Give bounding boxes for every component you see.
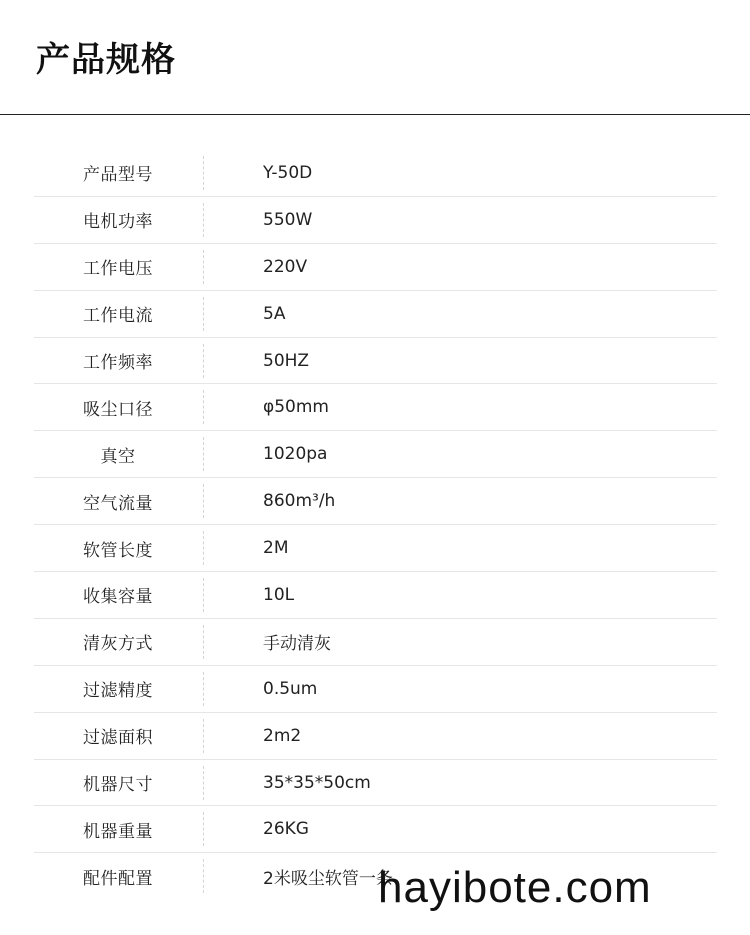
spec-label: 空气流量	[83, 493, 153, 514]
spec-value: 0.5um	[263, 678, 318, 699]
spec-row-motor-power	[34, 197, 717, 244]
spec-value: 2m2	[263, 725, 302, 746]
spec-value: 220V	[263, 256, 308, 277]
spec-label: 收集容量	[83, 587, 153, 608]
column-divider	[203, 812, 204, 846]
spec-value: 35*35*50cm	[263, 772, 371, 793]
spec-label: 电机功率	[83, 212, 153, 233]
spec-value: 50HZ	[263, 350, 310, 371]
spec-row-air-flow	[34, 478, 717, 525]
spec-label: 过滤面积	[83, 728, 153, 749]
spec-value: φ50mm	[263, 397, 329, 418]
column-divider	[203, 859, 204, 893]
spec-row-dimensions	[34, 760, 717, 807]
spec-label: 真空	[100, 446, 136, 467]
spec-label: 机器尺寸	[83, 775, 153, 796]
column-divider	[203, 625, 204, 659]
spec-value: 2米吸尘软管一条	[263, 869, 393, 890]
spec-label: 过滤精度	[83, 681, 153, 702]
column-divider	[203, 719, 204, 753]
spec-label: 产品型号	[83, 165, 153, 186]
spec-row-capacity	[34, 572, 717, 619]
spec-value: Y-50D	[263, 162, 313, 183]
column-divider	[203, 766, 204, 800]
spec-label: 配件配置	[83, 869, 153, 890]
spec-value: 10L	[263, 584, 295, 605]
column-divider	[203, 250, 204, 284]
column-divider	[203, 484, 204, 518]
spec-label: 工作电压	[83, 259, 153, 280]
spec-row-inlet-diameter	[34, 384, 717, 431]
spec-row-hose-length	[34, 525, 717, 572]
page-title: 产品规格	[36, 40, 176, 80]
spec-row-frequency	[34, 338, 717, 385]
spec-table	[34, 150, 717, 900]
header-divider	[0, 114, 750, 115]
column-divider	[203, 437, 204, 471]
spec-value: 1020pa	[263, 444, 328, 465]
spec-row-weight	[34, 806, 717, 853]
spec-row-model	[34, 150, 717, 197]
column-divider	[203, 578, 204, 612]
spec-label: 工作电流	[83, 306, 153, 327]
spec-label: 工作频率	[83, 353, 153, 373]
spec-row-voltage	[34, 244, 717, 291]
spec-row-filter-precision	[34, 666, 717, 713]
column-divider	[203, 297, 204, 331]
spec-value: 550W	[263, 209, 313, 230]
spec-label: 机器重量	[83, 821, 153, 842]
spec-label: 吸尘口径	[83, 399, 153, 420]
spec-label: 软管长度	[83, 540, 153, 561]
spec-row-vacuum	[34, 431, 717, 478]
column-divider	[203, 203, 204, 237]
spec-value: 5A	[263, 303, 286, 324]
spec-row-current	[34, 291, 717, 338]
column-divider	[203, 344, 204, 378]
spec-value: 26KG	[263, 819, 309, 840]
column-divider	[203, 390, 204, 424]
spec-value: 2M	[263, 538, 289, 559]
column-divider	[203, 672, 204, 706]
spec-value: 手动清灰	[263, 634, 331, 655]
spec-row-cleaning-method	[34, 619, 717, 666]
spec-label: 清灰方式	[83, 634, 153, 655]
watermark: hayibote.com	[378, 863, 652, 912]
spec-value: 860m³/h	[263, 491, 336, 512]
spec-row-filter-area	[34, 713, 717, 760]
column-divider	[203, 531, 204, 565]
column-divider	[203, 156, 204, 190]
